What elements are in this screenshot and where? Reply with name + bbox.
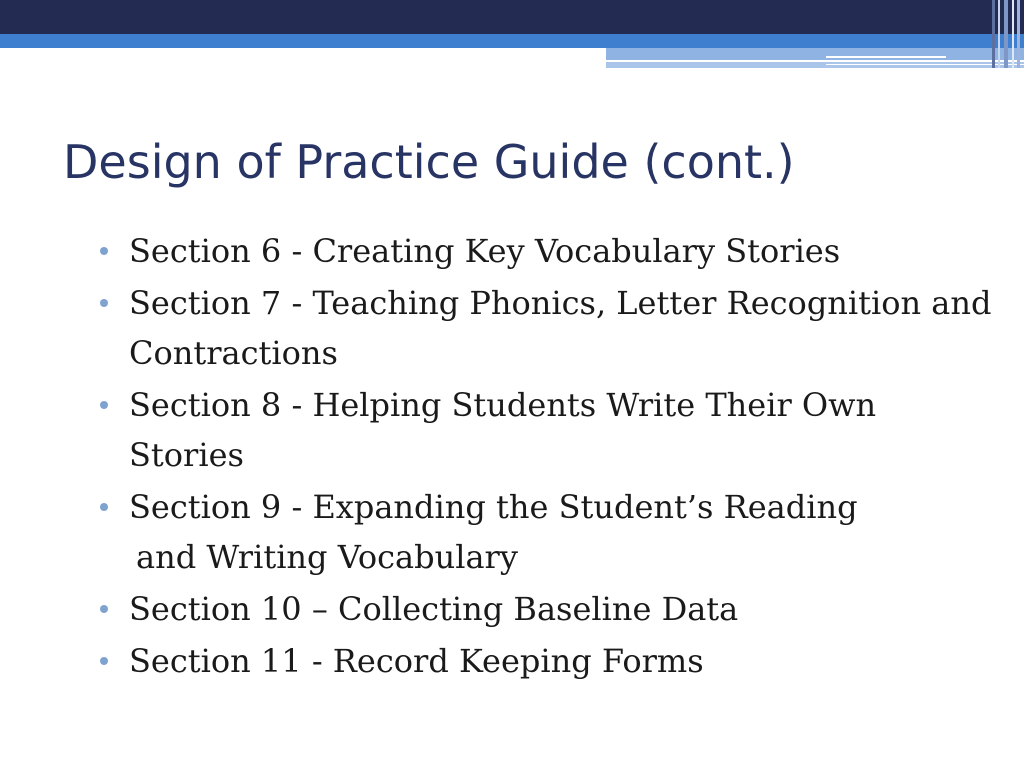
bullet-item [100,226,1000,276]
bullet-dot-icon [100,401,108,409]
bullet-item [100,380,1000,480]
bullet-item [100,278,1000,378]
header-banner-blue [0,34,1024,48]
header-vertical-stripe [992,0,995,68]
bullet-item [100,584,1000,634]
bullet-continuation-line [100,532,1000,582]
bullet-dot-icon [100,299,108,307]
header-banner-light-step [606,48,1024,60]
header-vertical-stripe [1017,0,1020,68]
header-banner-accent-line [826,56,946,58]
bullet-item [100,636,1000,686]
bullet-text: and Writing Vocabulary [136,538,518,576]
bullet-dot-icon [100,503,108,511]
bullet-dot-icon [100,247,108,255]
header-banner-light-line [606,62,1024,68]
header-banner-dark [0,0,1024,34]
header-vertical-stripe [1012,0,1014,68]
header-vertical-stripe [1004,0,1008,68]
bullet-text: Section 11 - Record Keeping Forms [129,642,704,680]
bullet-text: Section 6 - Creating Key Vocabulary Stories [129,232,841,270]
header-vertical-stripe [998,0,1000,68]
bullet-dot-icon [100,657,108,665]
bullet-dot-icon [100,605,108,613]
bullet-item [100,482,1000,532]
bullet-text: Section 9 - Expanding the Student’s Reading [129,488,858,526]
bullet-text: Section 10 – Collecting Baseline Data [129,590,739,628]
bullet-text: Section 7 - Teaching Phonics, Letter Recognition and Contractions [129,284,992,372]
bullet-text: Section 8 - Helping Students Write Their Own Stories [129,386,877,474]
slide-title: Design of Practice Guide (cont.) [63,135,795,189]
bullet-list [100,226,1000,686]
